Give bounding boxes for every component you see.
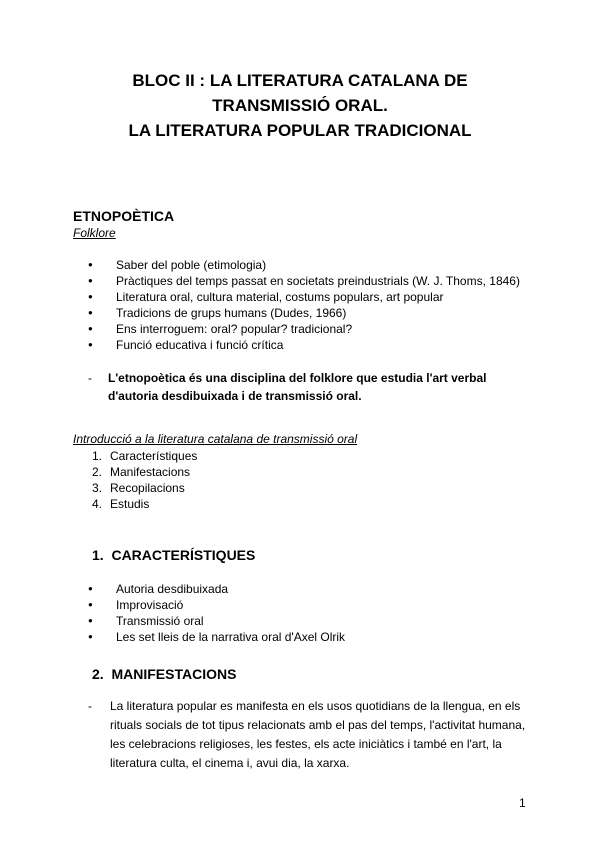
intro-numbered-list: [92, 448, 197, 512]
title-line-2: TRANSMISSIÓ ORAL.: [212, 96, 388, 115]
item-number: 4.: [92, 497, 103, 511]
list-item: ● Autoria desdibuixada: [88, 581, 345, 597]
caracteristiques-heading: 1. CARACTERÍSTIQUES: [92, 547, 256, 563]
item-text: Estudis: [110, 497, 150, 511]
list-item: ● Ens interroguem: oral? popular? tradicional?: [88, 321, 520, 337]
manifestacions-paragraph: [88, 697, 560, 773]
manifestacions-heading: 2. MANIFESTACIONS: [92, 666, 237, 682]
definition-line-2: d'autoria desdibuixada i de transmissió oral.: [108, 389, 362, 403]
list-item: [92, 448, 197, 464]
list-item: ● Improvisació: [88, 597, 345, 613]
etnopoetica-definition: [88, 369, 548, 405]
dash-marker: -: [88, 699, 92, 713]
item-number: 3.: [92, 481, 103, 495]
title-line-1: BLOC II : LA LITERATURA CATALANA DE: [132, 71, 468, 90]
list-item: ● Funció educativa i funció crítica: [88, 337, 520, 353]
list-item: ● Pràctiques del temps passat en societats preindustrials (W. J. Thoms, 1846): [88, 273, 520, 289]
paragraph-line-2: rituals socials de tot tipus relacionats amb el pas del temps, l'activitat humana,: [110, 718, 526, 732]
document-title: [0, 68, 600, 143]
paragraph-line-3: les celebracions religioses, les festes, els acte iniciàtics i també en l'art, la: [110, 737, 502, 751]
list-item: [92, 480, 197, 496]
item-number: 2.: [92, 465, 103, 479]
item-number: 1.: [92, 449, 103, 463]
caracteristiques-bullet-list: [88, 581, 345, 645]
list-item: ● Les set lleis de la narrativa oral d'Axel Olrik: [88, 629, 345, 645]
etnopoetica-heading: ETNOPOÈTICA: [73, 208, 175, 224]
dash-marker: -: [88, 371, 92, 385]
definition-line-1: L'etnopoètica és una disciplina del folklore que estudia l'art verbal: [108, 371, 487, 385]
folklore-bullet-list: [88, 257, 520, 353]
paragraph-line-1: La literatura popular es manifesta en els usos quotidians de la llengua, en els: [110, 699, 521, 713]
paragraph-line-4: literatura culta, el cinema i, avui dia, la xarxa.: [110, 756, 350, 770]
folklore-subheading: Folklore: [73, 226, 116, 240]
title-line-3: LA LITERATURA POPULAR TRADICIONAL: [128, 121, 472, 140]
item-text: Característiques: [110, 449, 198, 463]
item-text: Manifestacions: [110, 465, 191, 479]
list-item: ● Literatura oral, cultura material, costums populars, art popular: [88, 289, 520, 305]
list-item: ● Tradicions de grups humans (Dudes, 1966): [88, 305, 520, 321]
item-text: Recopilacions: [110, 481, 185, 495]
list-item: ● Transmissió oral: [88, 613, 345, 629]
list-item: [92, 464, 197, 480]
list-item: [92, 496, 197, 512]
list-item: ● Saber del poble (etimologia): [88, 257, 520, 273]
page-number: 1: [519, 796, 526, 810]
intro-subheading: Introducció a la literatura catalana de transmissió oral: [73, 432, 358, 446]
